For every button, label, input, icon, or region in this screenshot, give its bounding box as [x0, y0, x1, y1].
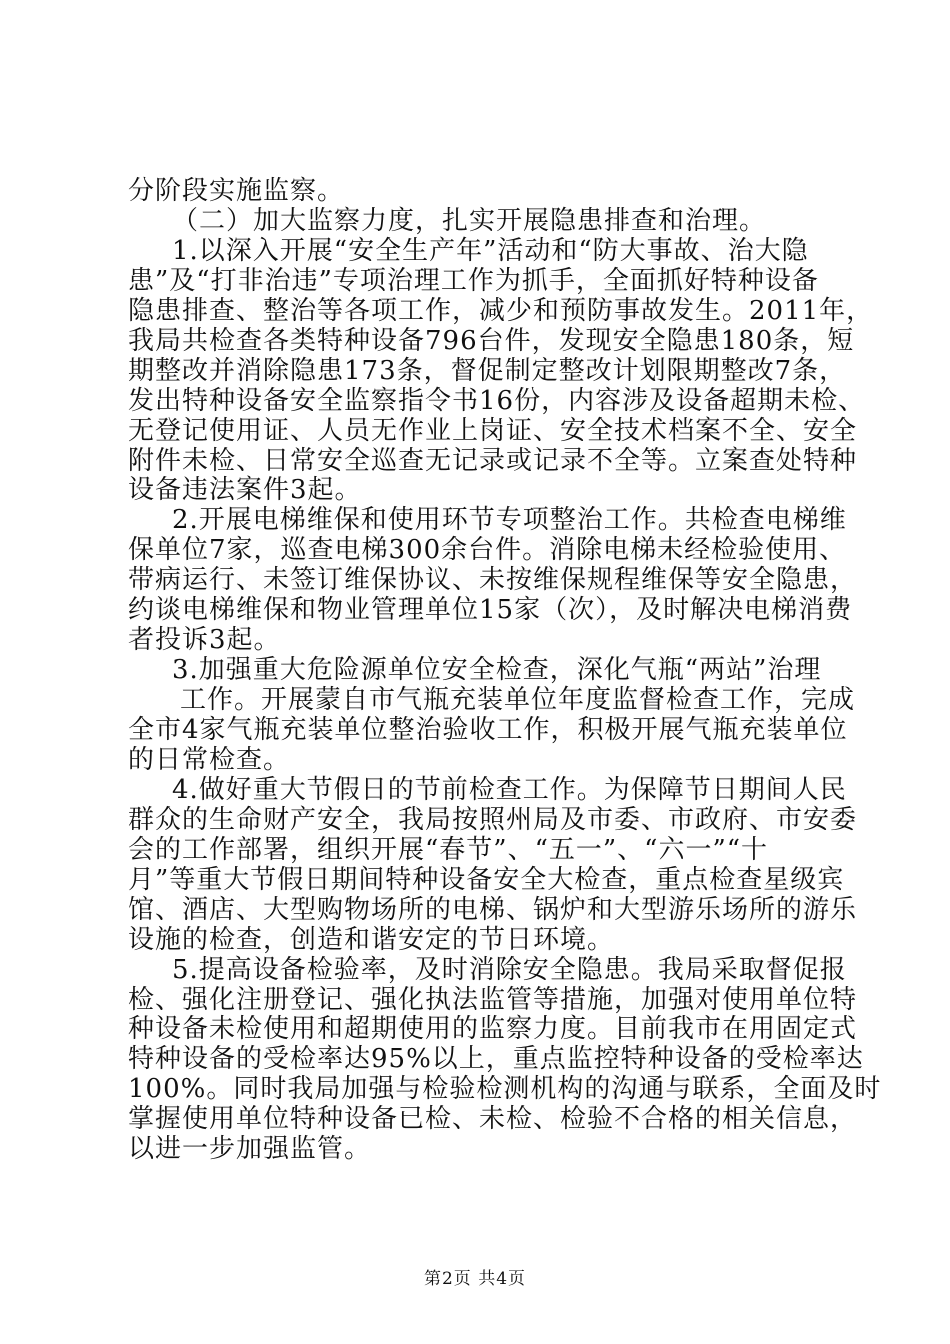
text-line: 检、强化注册登记、强化执法监管等措施，加强对使用单位特	[128, 985, 858, 1015]
text-line: 掌握使用单位特种设备已检、未检、检验不合格的相关信息，	[128, 1104, 858, 1134]
text-line: 全市4家气瓶充装单位整治验收工作，积极开展气瓶充装单位	[128, 715, 848, 745]
text-line: 分阶段实施监察。	[128, 176, 345, 206]
text-line: 发出特种设备安全监察指令书16份，内容涉及设备超期未检、	[128, 386, 866, 416]
text-line: 100%。同时我局加强与检验检测机构的沟通与联系，全面及时	[128, 1074, 882, 1104]
text-line: 以进一步加强监管。	[128, 1134, 372, 1164]
text-line: 工作。开展蒙自市气瓶充装单位年度监督检查工作，完成	[180, 685, 856, 715]
text-line: 期整改并消除隐患173条，督促制定整改计划限期整改7条，	[128, 356, 847, 386]
text-line: 5.提高设备检验率，及时消除安全隐患。我局采取督促报	[172, 955, 847, 985]
text-line: 隐患排查、整治等各项工作，减少和预防事故发生。2011年，	[128, 296, 874, 326]
text-line: 馆、酒店、大型购物场所的电梯、锅炉和大型游乐场所的游乐	[128, 895, 858, 925]
text-line: 无登记使用证、人员无作业上岗证、安全技术档案不全、安全	[128, 416, 858, 446]
page-number-footer: 第2页 共4页	[423, 1269, 527, 1289]
text-line: 3.加强重大危险源单位安全检查，深化气瓶“两站”治理	[172, 655, 822, 685]
text-line: 特种设备的受检率达95%以上，重点监控特种设备的受检率达	[128, 1044, 864, 1074]
text-line: 我局共检查各类特种设备796台件，发现安全隐患180条，短	[128, 326, 855, 356]
text-line: 者投诉3起。	[128, 625, 281, 655]
text-line: 的日常检查。	[128, 745, 291, 775]
text-line: 设施的检查，创造和谐安定的节日环境。	[128, 925, 615, 955]
text-line: 带病运行、未签订维保协议、未按维保规程维保等安全隐患，	[128, 565, 858, 595]
text-line: 患”及“打非治违”专项治理工作为抓手，全面抓好特种设备	[128, 266, 819, 296]
text-line: 1.以深入开展“安全生产年”活动和“防大事故、治大隐	[172, 236, 809, 266]
text-line: 附件未检、日常安全巡查无记录或记录不全等。立案查处特种	[128, 446, 858, 476]
text-line: 会的工作部署，组织开展“春节”、“五一”、“六一”“十	[128, 835, 769, 865]
text-line: 种设备未检使用和超期使用的监察力度。目前我市在用固定式	[128, 1014, 858, 1044]
text-line: 保单位7家，巡查电梯300余台件。消除电梯未经检验使用、	[128, 535, 847, 565]
text-line: 4.做好重大节假日的节前检查工作。为保障节日期间人民	[172, 775, 847, 805]
text-line: 月”等重大节假日期间特种设备安全大检查，重点检查星级宾	[128, 865, 845, 895]
text-line: 群众的生命财产安全，我局按照州局及市委、市政府、市安委	[128, 805, 858, 835]
text-line: 约谈电梯维保和物业管理单位15家（次），及时解决电梯消费	[128, 595, 853, 625]
section-heading: （二）加大监察力度，扎实开展隐患排查和治理。	[172, 206, 767, 236]
text-line: 设备违法案件3起。	[128, 475, 362, 505]
text-line: 2.开展电梯维保和使用环节专项整治工作。共检查电梯维	[172, 505, 847, 535]
